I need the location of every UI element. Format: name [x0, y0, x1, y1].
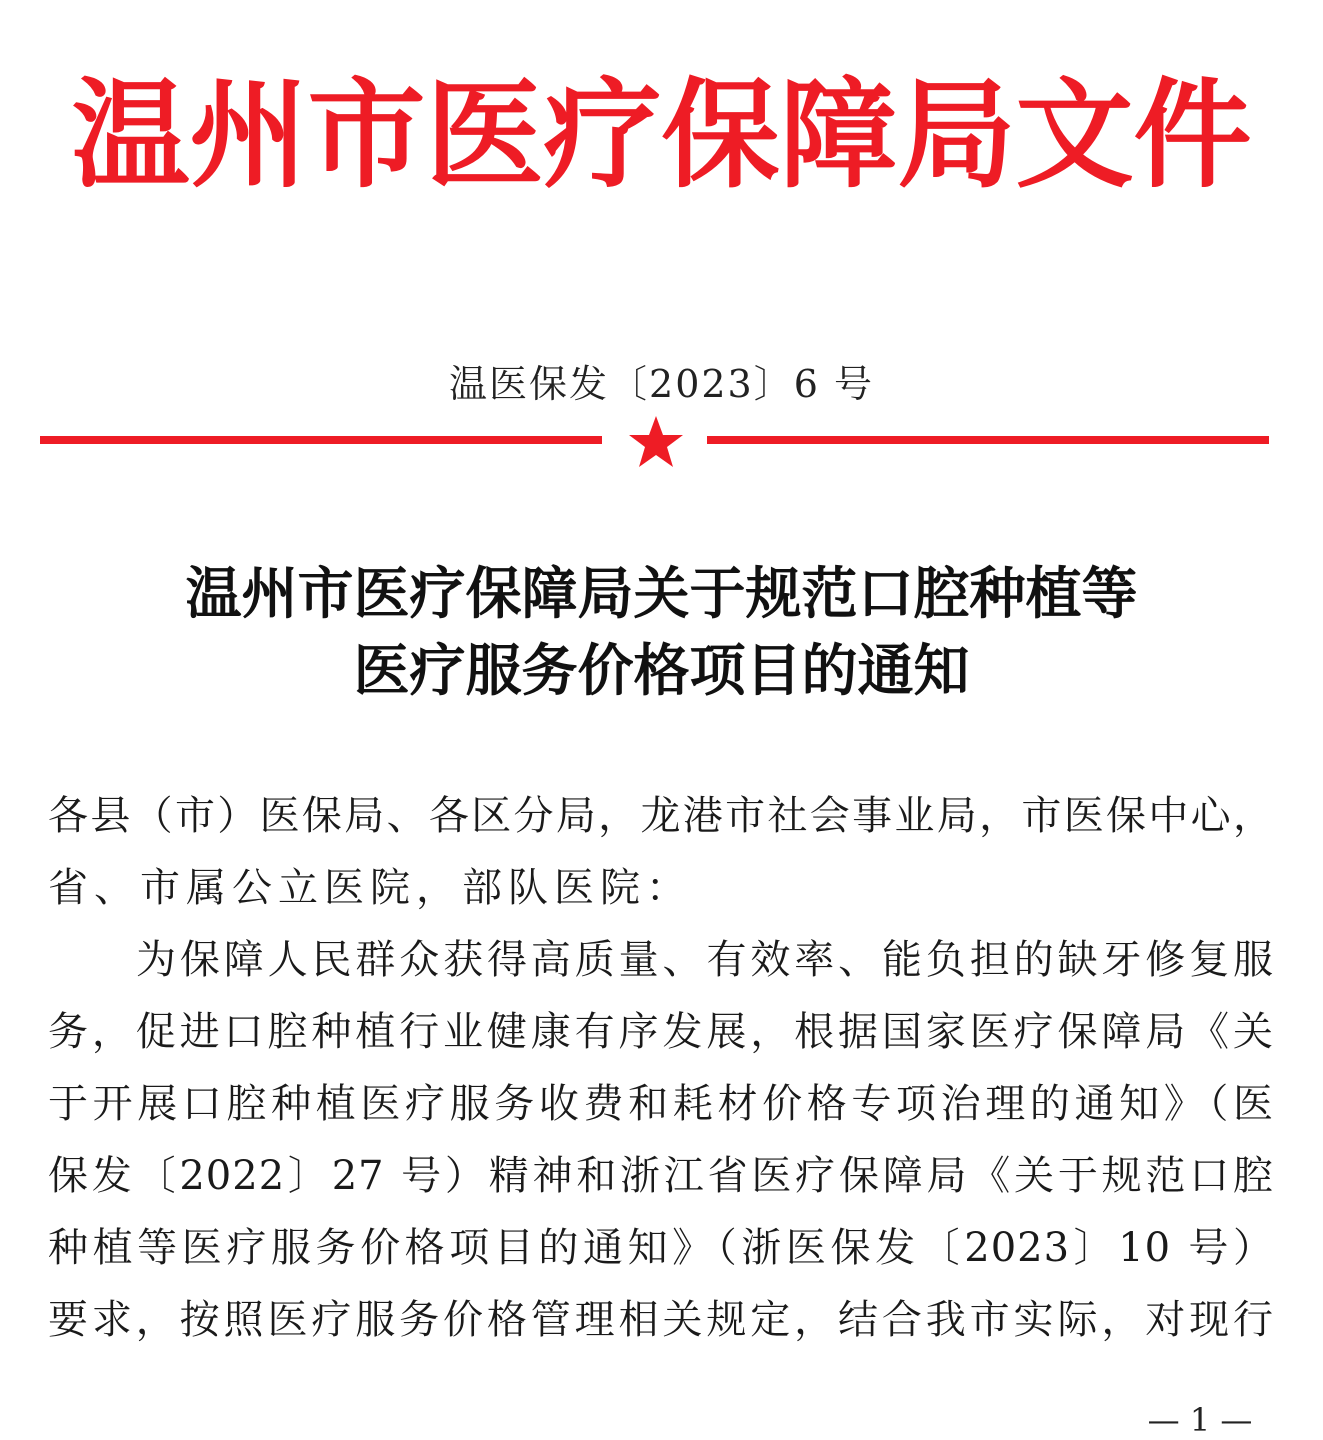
page-number: — 1 —	[1147, 1401, 1253, 1439]
issuer-heading: 温州市医疗保障局文件	[71, 65, 1252, 204]
paragraph-line: 种植等医疗服务价格项目的通知》（浙医保发〔2023〕10 号）	[48, 1225, 1274, 1271]
document-number: 温医保发〔2023〕6 号	[449, 362, 874, 406]
red-divider-left	[40, 436, 602, 444]
recipients-line-2: 省、市属公立医院，部队医院：	[48, 865, 692, 911]
paragraph-line: 务，促进口腔种植行业健康有序发展，根据国家医疗保障局《关	[48, 1009, 1274, 1055]
recipients-line-1: 各县（市）医保局、各区分局，龙港市社会事业局，市医保中心，	[48, 793, 1274, 839]
paragraph-line: 于开展口腔种植医疗服务收费和耗材价格专项治理的通知》（医	[48, 1081, 1274, 1127]
paragraph-line: 要求，按照医疗服务价格管理相关规定，结合我市实际，对现行	[48, 1297, 1274, 1343]
star-icon	[626, 414, 686, 470]
paragraph-line: 为保障人民群众获得高质量、有效率、能负担的缺牙修复服	[136, 937, 1274, 983]
paragraph-line: 保发〔2022〕27 号）精神和浙江省医疗保障局《关于规范口腔	[48, 1153, 1274, 1199]
document-title-line-1: 温州市医疗保障局关于规范口腔种植等	[185, 561, 1138, 627]
document-title-line-2: 医疗服务价格项目的通知	[353, 638, 970, 704]
red-divider-right	[707, 436, 1269, 444]
